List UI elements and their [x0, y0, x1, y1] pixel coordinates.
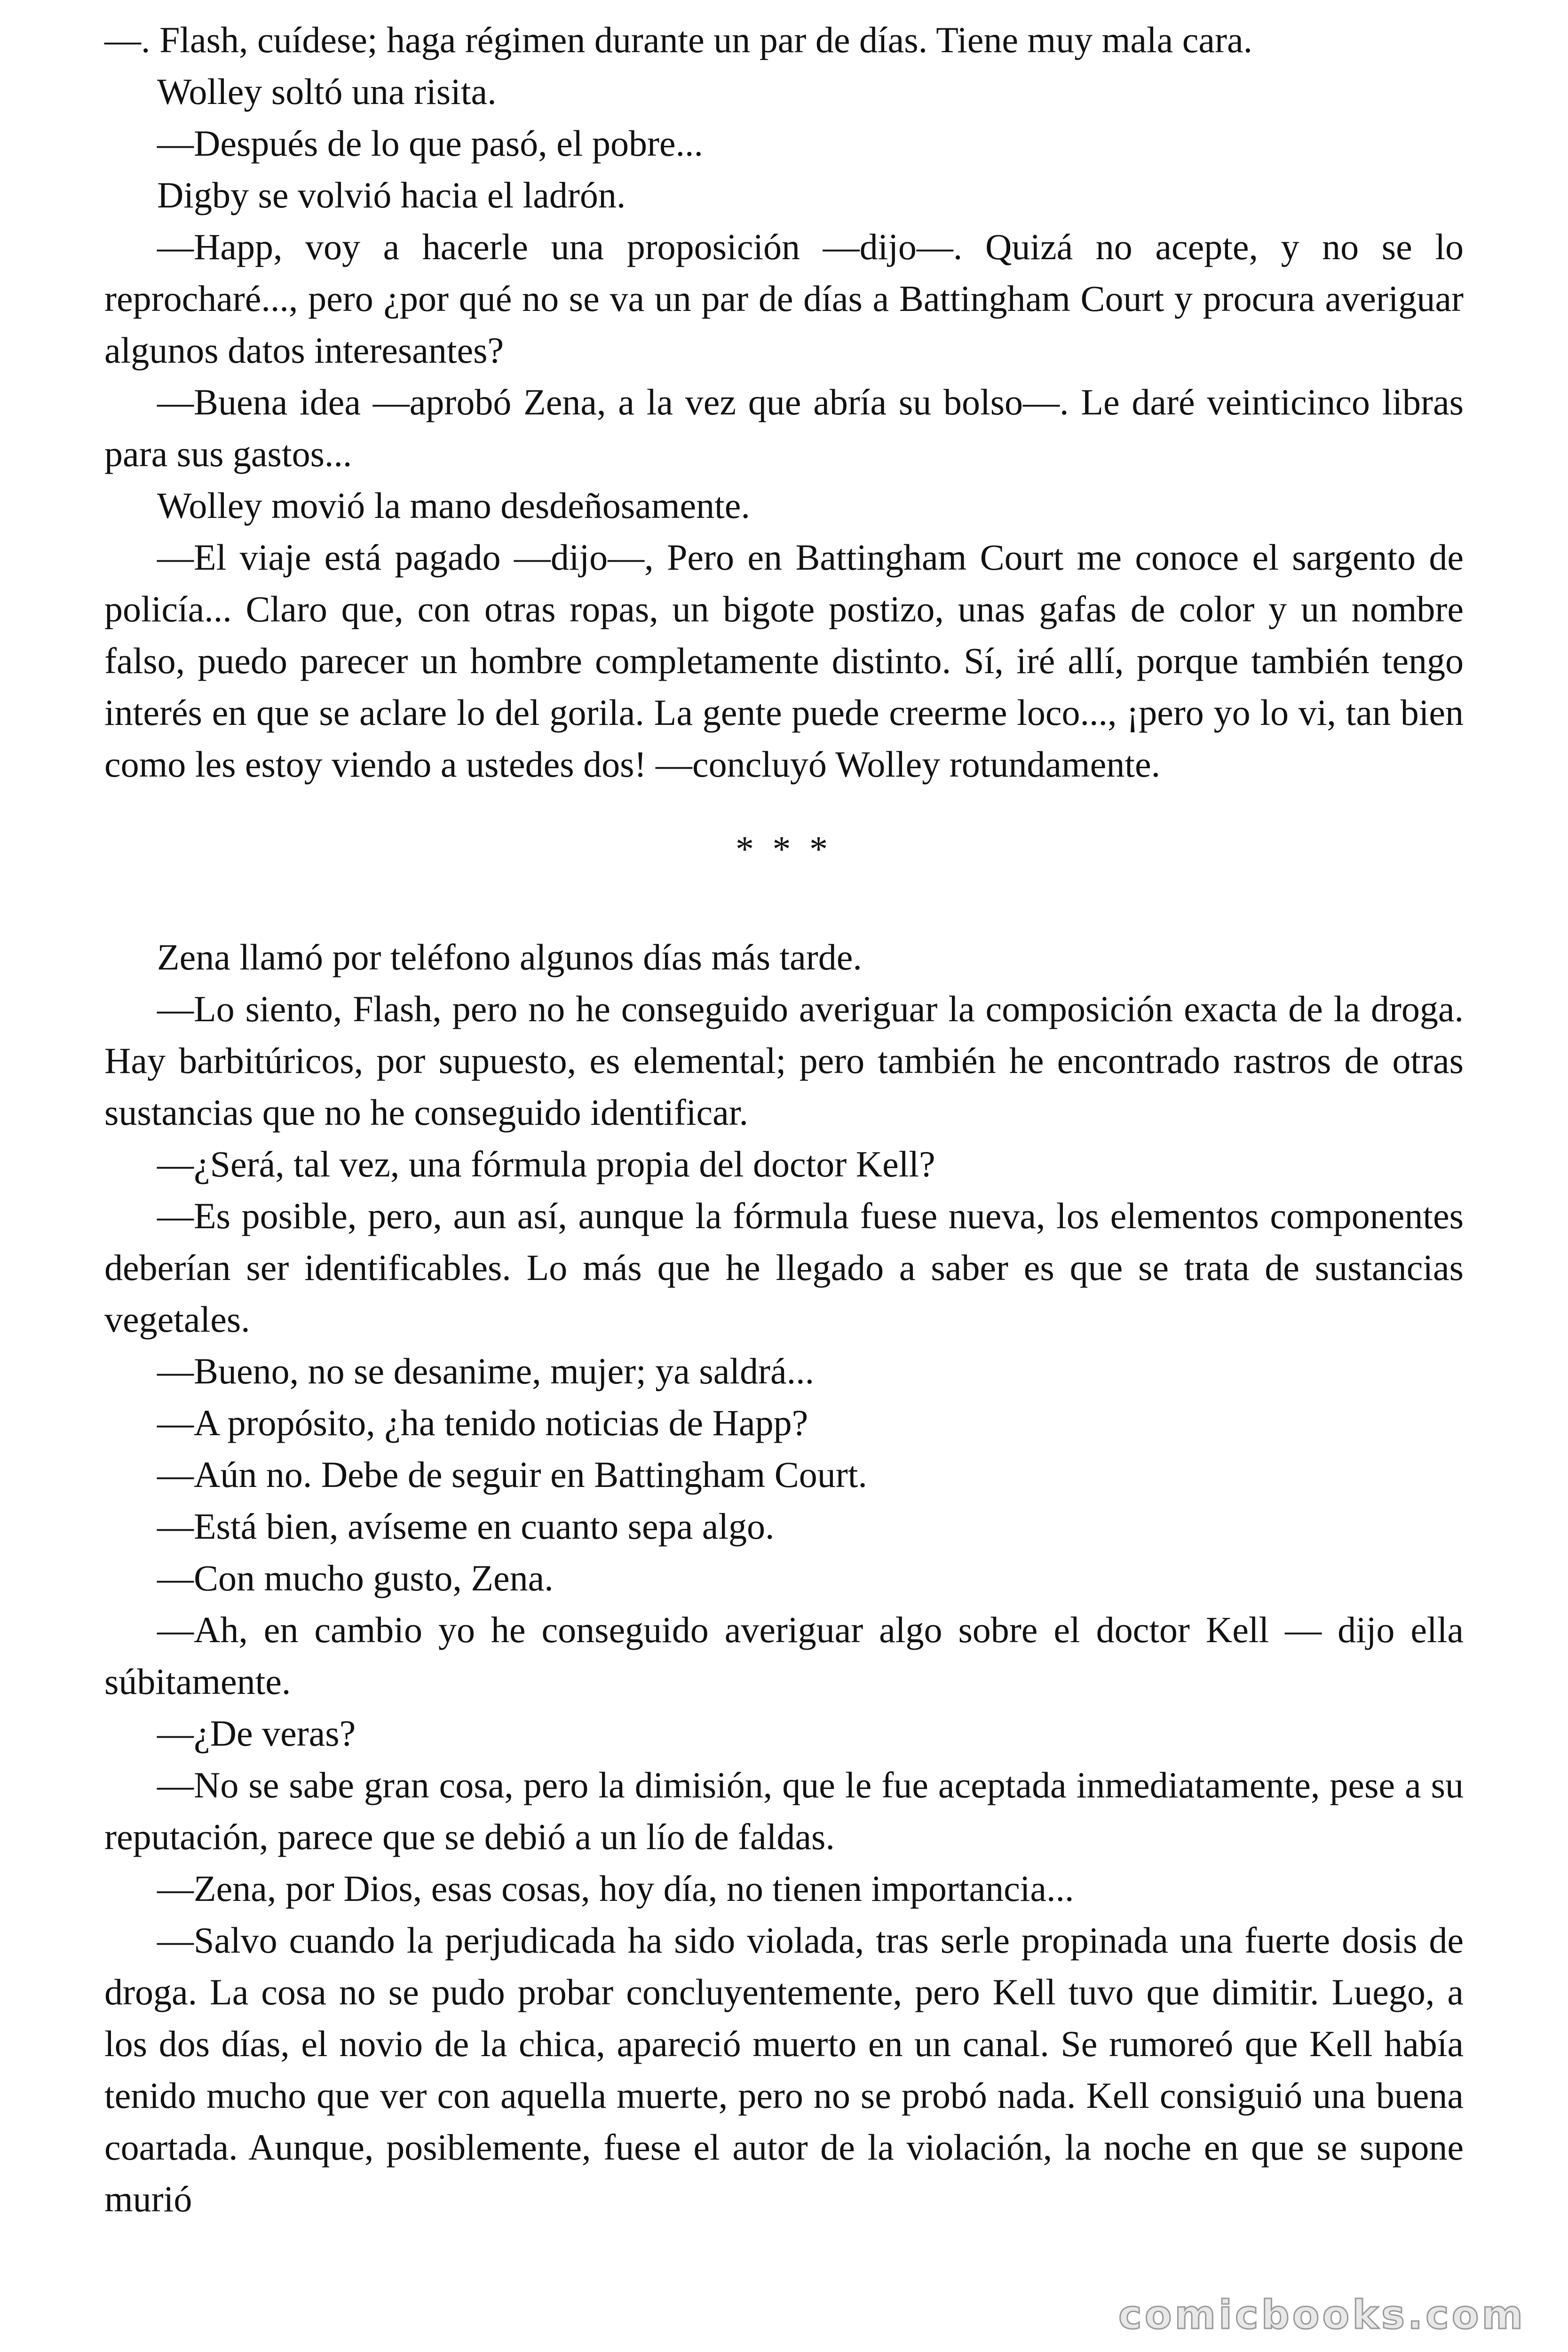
book-page	[104, 14, 1464, 2225]
paragraph: —Happ, voy a hacerle una proposición —dijo—. Quizá no acepte, y no se lo reprocharé..., pero ¿por qué no se va un par de días a Battingham Court y procura averiguar algunos datos interesantes?	[104, 226, 1464, 371]
paragraph: —Después de lo que pasó, el pobre...	[157, 123, 704, 164]
paragraph: Zena llamó por teléfono algunos días más tarde.	[157, 937, 862, 977]
paragraph: —Está bien, avíseme en cuanto sepa algo.	[157, 1506, 775, 1547]
watermark-logo: comicbooks.com	[1118, 2292, 1526, 2338]
paragraph: —Zena, por Dios, esas cosas, hoy día, no tienen importancia...	[157, 1868, 1074, 1909]
text-block-after-break	[104, 931, 1464, 2225]
paragraph: —Lo siento, Flash, pero no he conseguido averiguar la composición exacta de la droga. Hay barbitúricos, por supuesto, es elemental; pero también he encontrado rastros de otras sustancias que no he conseguido identificar.	[104, 988, 1464, 1133]
paragraph: —Salvo cuando la perjudicada ha sido violada, tras serle propinada una fuerte dosis de droga. La cosa no se pudo probar concluyentemente, pero Kell tuvo que dimitir. Luego, a los dos días, el novio de la chica, apareció muerto en un canal. Se rumoreó que Kell había tenido mucho que ver con aquella muerte, pero no se probó nada. Kell consiguió una buena coartada. Aunque, posiblemente, fuese el autor de la violación, la noche en que se supone murió	[104, 1920, 1464, 2219]
paragraph: Digby se volvió hacia el ladrón.	[157, 175, 626, 215]
paragraph: —¿De veras?	[157, 1713, 356, 1754]
paragraph: —Bueno, no se desanime, mujer; ya saldrá...	[157, 1351, 815, 1391]
paragraph: —¿Será, tal vez, una fórmula propia del doctor Kell?	[157, 1144, 935, 1184]
paragraph: —Es posible, pero, aun así, aunque la fórmula fuese nueva, los elementos componentes deberían ser identificables. Lo más que he llegado a saber es que se trata de sustancias vegetales.	[104, 1195, 1464, 1340]
paragraph: —No se sabe gran cosa, pero la dimisión, que le fue aceptada inmediatamente, pese a su reputación, parece que se debió a un lío de faldas.	[104, 1764, 1464, 1857]
paragraph: —Buena idea —aprobó Zena, a la vez que abría su bolso—. Le daré veinticinco libras para sus gastos...	[104, 381, 1464, 474]
scene-break: * * *	[736, 828, 832, 869]
paragraph: —Ah, en cambio yo he conseguido averiguar algo sobre el doctor Kell — dijo ella súbitamente.	[104, 1609, 1464, 1702]
paragraph: —. Flash, cuídese; haga régimen durante un par de días. Tiene muy mala cara.	[104, 19, 1253, 60]
paragraph: —A propósito, ¿ha tenido noticias de Happ?	[157, 1402, 808, 1443]
paragraph: —El viaje está pagado —dijo—, Pero en Battingham Court me conoce el sargento de policía... Claro que, con otras ropas, un bigote postizo, unas gafas de color y un nombre falso, puedo parecer un hombre completamente distinto. Sí, iré allí, porque también tengo interés en que se aclare lo del gorila. La gente puede creerme loco..., ¡pero yo lo vi, tan bien como les estoy viendo a ustedes dos! —concluyó Wolley rotundamente.	[104, 537, 1464, 785]
paragraph: —Con mucho gusto, Zena.	[157, 1557, 554, 1598]
paragraph: —Aún no. Debe de seguir en Battingham Court.	[157, 1454, 867, 1495]
paragraph: Wolley soltó una risita.	[157, 71, 497, 112]
paragraph: Wolley movió la mano desdeñosamente.	[157, 485, 750, 526]
text-block-before-break	[104, 14, 1464, 790]
